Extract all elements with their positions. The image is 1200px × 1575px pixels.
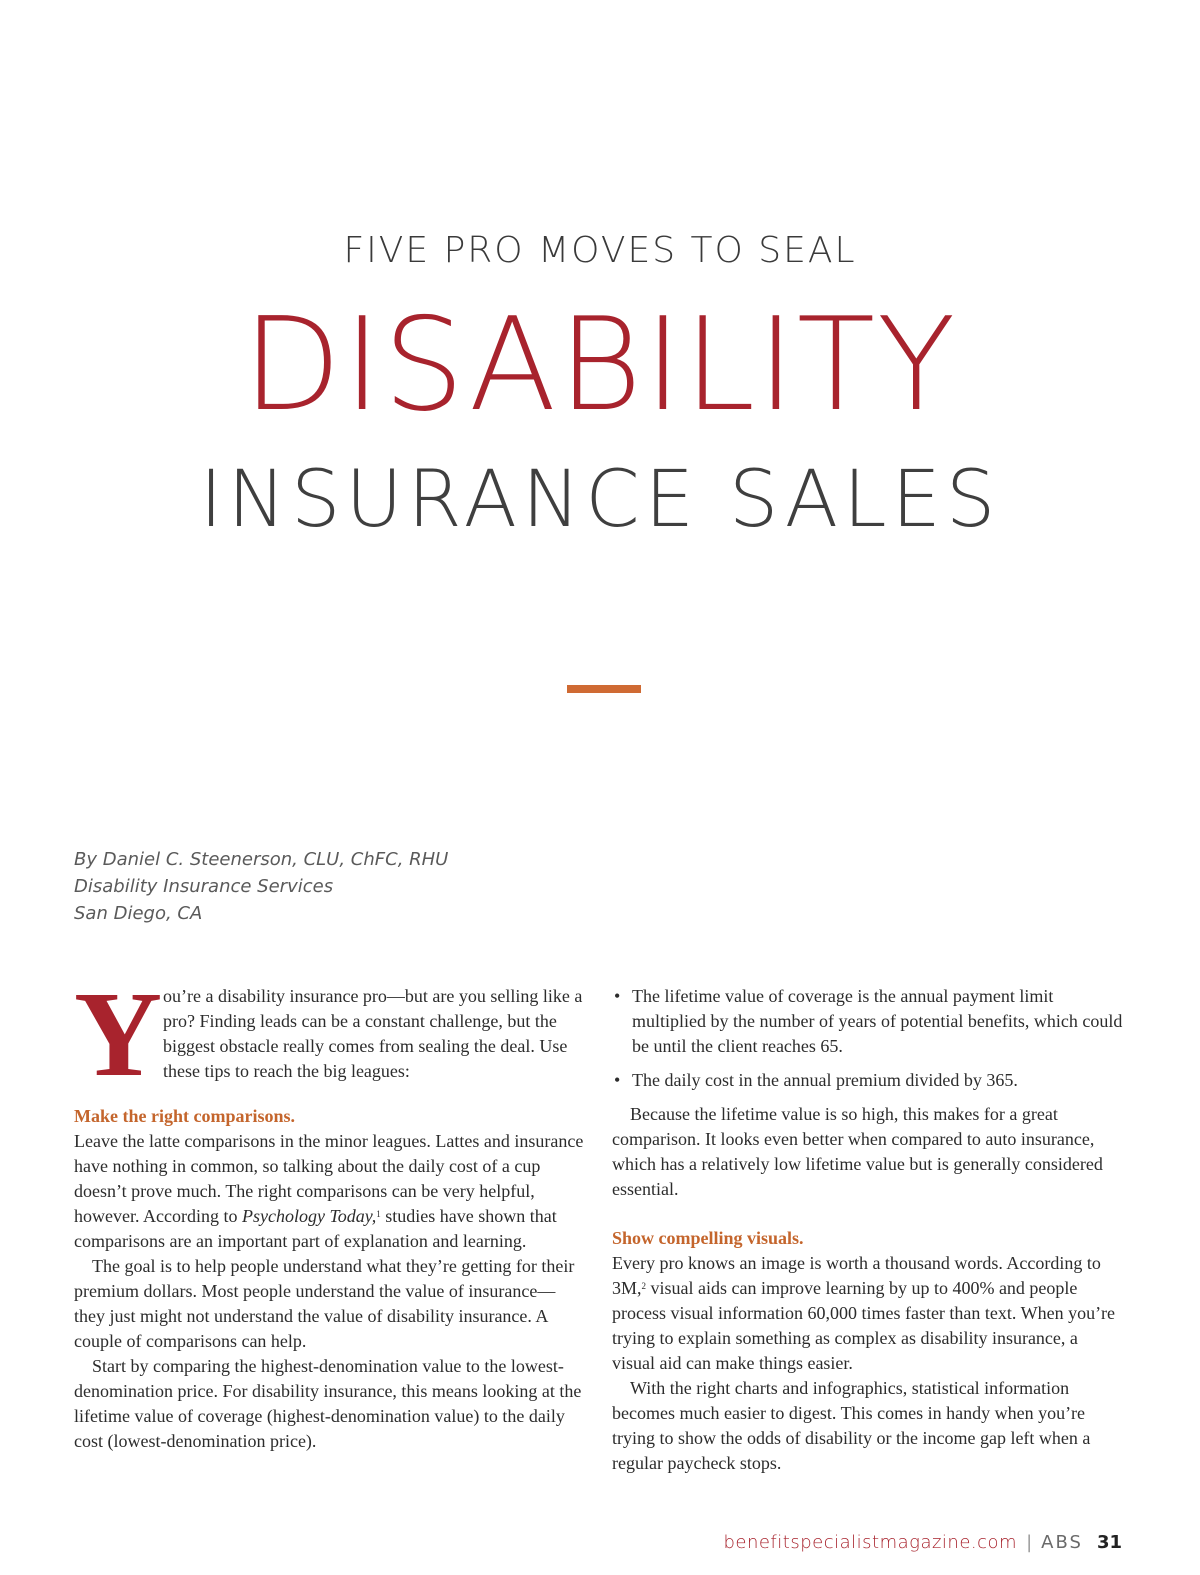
paragraph-text: visual aids can improve learning by up to 400% and people process visual information 60,000 times faster than text. When you’re trying to explain something as complex as disability insurance, a visual aid can make things easier. bbox=[612, 1278, 1116, 1373]
title-divider bbox=[567, 685, 641, 693]
article-column-right bbox=[612, 984, 1124, 1476]
paragraph: The goal is to help people understand what they’re getting for their premium dollars. Most people understand the value of insurance—they just might not understand the value of disability insurance. A couple of comparisons can help. bbox=[74, 1256, 575, 1351]
list-item-text: The lifetime value of coverage is the annual payment limit multiplied by the number of years of potential benefits, which could be until the client reaches 65. bbox=[632, 986, 1123, 1056]
footer-separator: | bbox=[1026, 1532, 1033, 1553]
citation-title: Psychology Today, bbox=[241, 1206, 377, 1226]
intro-paragraph: ou’re a disability insurance pro—but are you selling like a pro? Finding leads can be a constant challenge, but the biggest obstacle really comes from sealing the deal. Use these tips to reach the big leagues: bbox=[163, 986, 583, 1081]
byline-author: By Daniel C. Steenerson, CLU, ChFC, RHU bbox=[74, 849, 449, 870]
paragraph bbox=[612, 1251, 1124, 1376]
drop-cap: Y bbox=[74, 967, 163, 1102]
section-heading-visuals: Show compelling visuals. bbox=[612, 1228, 804, 1248]
paragraph-text: Leave the latte comparisons in the minor leagues. Lattes and insurance have nothing in common, so talking about the daily cost of a cup doesn’t prove much. The right comparisons can be very helpful, however. According to bbox=[74, 1131, 584, 1226]
paragraph-text: Every pro knows an image is worth a thousand words. According to 3M, bbox=[612, 1253, 1101, 1298]
list-item bbox=[612, 984, 1124, 1059]
footnote-ref: 1 bbox=[376, 1209, 381, 1219]
footer-website: benefitspecialistmagazine.com bbox=[723, 1532, 1018, 1553]
paragraph: Because the lifetime value is so high, this makes for a great comparison. It looks even better when compared to auto insurance, which has a relatively low lifetime value but is generally considered essential. bbox=[612, 1104, 1103, 1199]
footer-publication: ABS bbox=[1041, 1532, 1083, 1553]
article-kicker: FIVE PRO MOVES TO SEAL bbox=[343, 230, 857, 271]
byline-company: Disability Insurance Services bbox=[74, 876, 334, 897]
section-heading-comparisons: Make the right comparisons. bbox=[74, 1106, 295, 1126]
paragraph bbox=[74, 1129, 586, 1254]
page-number: 31 bbox=[1096, 1532, 1122, 1553]
paragraph: With the right charts and infographics, statistical information becomes much easier to digest. This comes in handy when you’re trying to show the odds of disability or the income gap left when a regular paycheck stops. bbox=[612, 1378, 1091, 1473]
list-item bbox=[612, 1068, 1124, 1093]
bullet-icon: • bbox=[614, 1070, 621, 1090]
article-subtitle: INSURANCE SALES bbox=[199, 455, 1001, 545]
paragraph-text: studies have shown that comparisons are an important part of explanation and learning. bbox=[74, 1206, 557, 1251]
bullet-icon: • bbox=[614, 986, 621, 1006]
article-column-left bbox=[74, 967, 586, 1454]
intro-block bbox=[74, 967, 586, 1102]
footnote-ref: 2 bbox=[641, 1281, 647, 1291]
page-footer bbox=[723, 1532, 1122, 1553]
byline-location: San Diego, CA bbox=[74, 903, 203, 924]
byline bbox=[74, 846, 448, 927]
paragraph: Start by comparing the highest-denomination value to the lowest-denomination price. For disability insurance, this means looking at the lifetime value of coverage (highest-denomination value) to the daily cost (lowest-denomination price). bbox=[74, 1356, 582, 1451]
article-title: DISABILITY bbox=[242, 291, 958, 440]
list-item-text: The daily cost in the annual premium divided by 365. bbox=[632, 1070, 1018, 1090]
